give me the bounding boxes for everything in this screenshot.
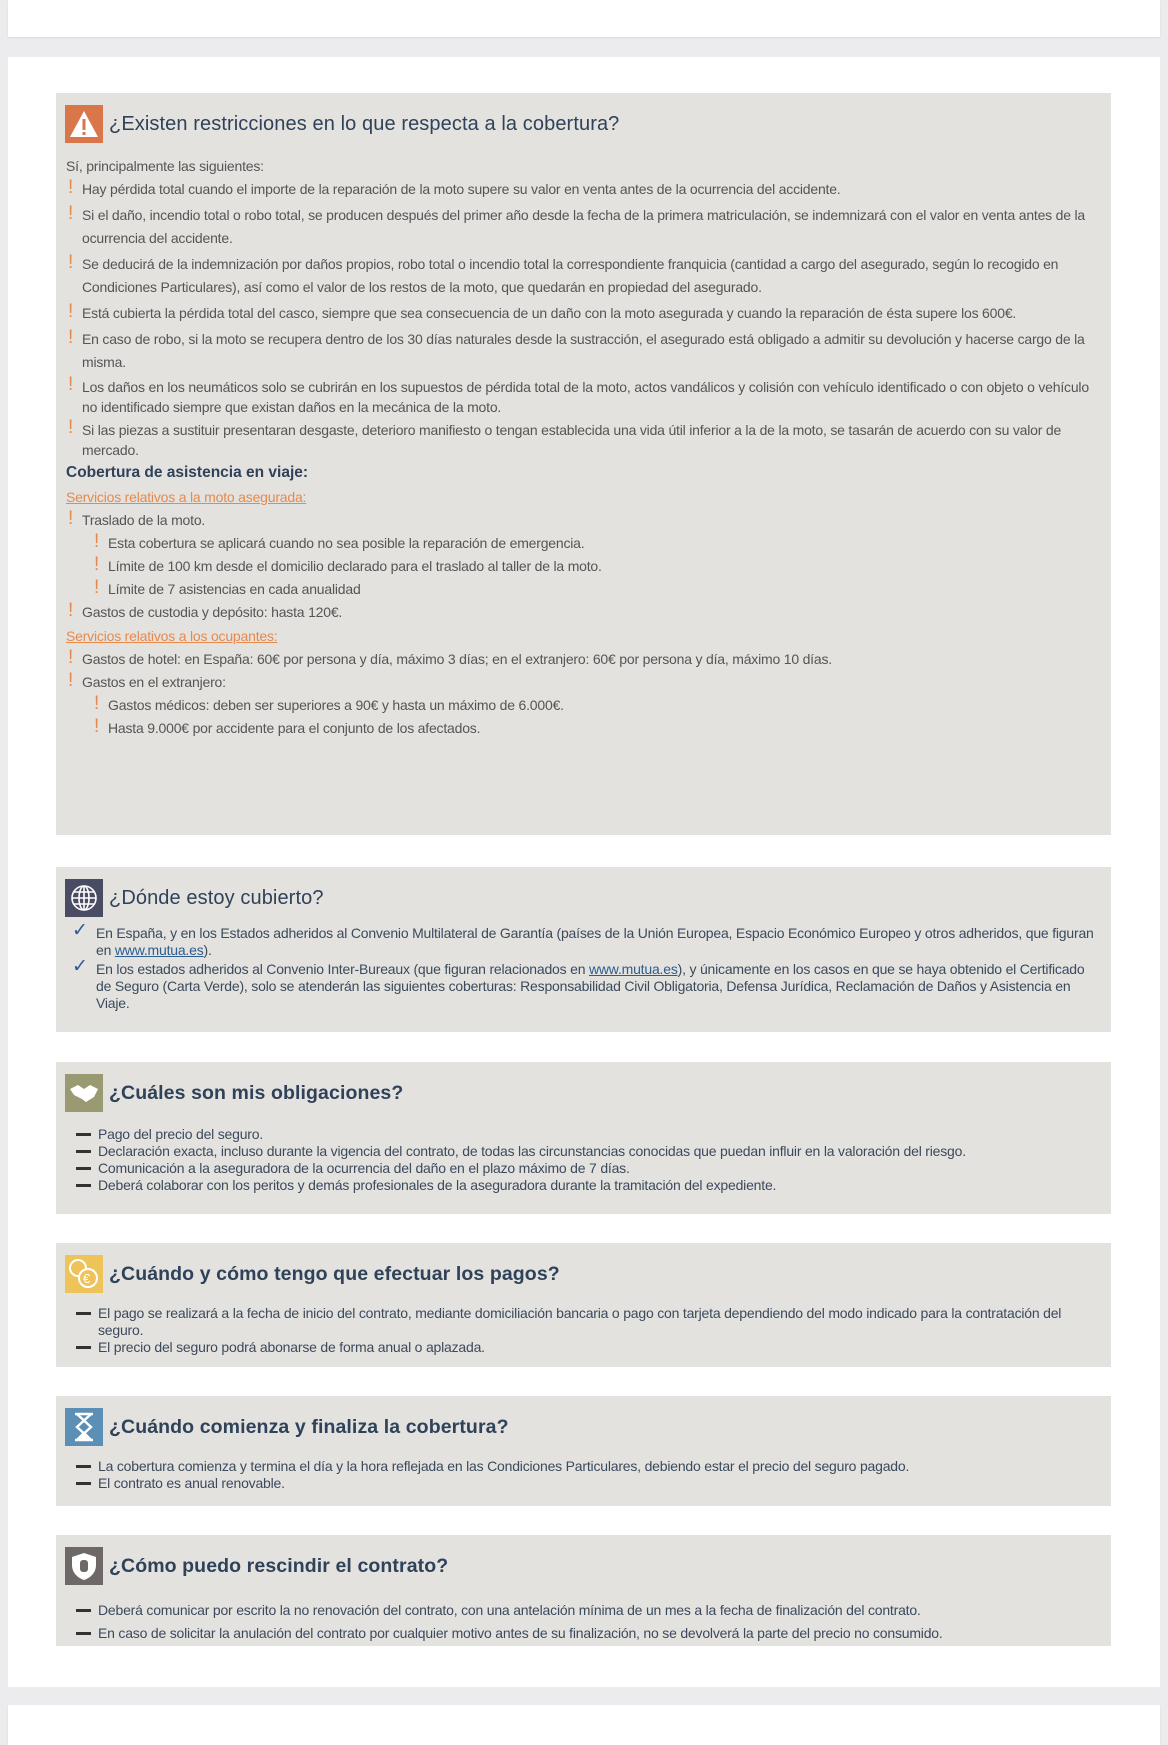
dash-icon xyxy=(76,1312,91,1315)
list-item: ! Si las piezas a sustituir presentaran desgaste, deterioro manifiesto o tengan establecida una vida útil inferior a la de la moto, se tasarán de acuerdo con su valor de mercado. xyxy=(68,417,1062,458)
moto-services-link[interactable]: Servicios relativos a la moto asegurada: xyxy=(66,489,307,505)
globe-icon xyxy=(65,879,103,917)
list-item: ! Gastos en el extranjero: xyxy=(68,670,226,691)
svg-text:€: € xyxy=(83,1271,91,1286)
sub-list-item: ! Límite de 100 km desde el domicilio declarado para el traslado al taller de la moto. xyxy=(94,554,602,575)
list-item: El pago se realizará a la fecha de inicio del contrato, mediante domiciliación bancaria o pago con tarjeta dependiendo del modo indicado para la contratación del seguro. xyxy=(66,1305,1097,1339)
dash-icon xyxy=(76,1482,91,1485)
list-item: ! En caso de robo, si la moto se recupera dentro de los 30 días naturales desde la sustracción, el asegurado está obligado a admitir su devolución y hacerse cargo de la misma. xyxy=(68,327,1085,370)
list-item: El contrato es anual renovable. xyxy=(66,1475,1097,1492)
list-item: ✓ En los estados adheridos al Convenio Inter-Bureaux (que figuran relacionados en www.mutua.es), y únicamente en los casos en que se haya obtenido el Certificado de Seguro (Carta Verde), solo se atenderán las siguientes coberturas: Responsabilidad Civil Obligatoria, Defensa Jurídica, Reclamación de Daños y Asistencia en Viaje. xyxy=(72,956,1085,1011)
list-item: Declaración exacta, incluso durante la vigencia del contrato, de todas las circunstancias conocidas que puedan influir en la valoración del riesgo. xyxy=(66,1143,1097,1160)
list-item: Deberá comunicar por escrito la no renovación del contrato, con una antelación mínima de un mes a la fecha de finalización del contrato. xyxy=(66,1599,1097,1622)
dash-icon xyxy=(76,1184,91,1187)
dash-icon xyxy=(76,1150,91,1153)
section-vigencia xyxy=(56,1396,1111,1506)
dash-icon xyxy=(76,1133,91,1136)
dash-icon xyxy=(76,1465,91,1468)
exclamation-icon: ! xyxy=(68,508,74,529)
section-title: ¿Cuáles son mis obligaciones? xyxy=(109,1081,404,1104)
section-pagos xyxy=(56,1243,1111,1367)
exclamation-icon: ! xyxy=(68,600,74,621)
exclamation-icon: ! xyxy=(68,670,74,691)
list-item: ✓ En España, y en los Estados adheridos al Convenio Multilateral de Garantía (países de la Unión Europea, Espacio Económico Europeo y otros adheridos, que figuran en www.mutua.es). xyxy=(72,920,1094,958)
list-item: ! Gastos de custodia y depósito: hasta 120€. xyxy=(68,600,343,621)
dash-icon xyxy=(76,1346,91,1349)
exclamation-icon: ! xyxy=(94,693,100,714)
sub-list-item: ! Gastos médicos: deben ser superiores a 90€ y hasta un máximo de 6.000€. xyxy=(94,693,564,714)
handshake-icon xyxy=(65,1074,103,1112)
sub-list-item: ! Límite de 7 asistencias en cada anualidad xyxy=(94,577,361,598)
mutua-link[interactable]: www.mutua.es xyxy=(588,961,678,977)
list-item: Comunicación a la aseguradora de la ocurrencia del daño en el plazo máximo de 7 días. xyxy=(66,1160,1097,1177)
list-item: ! Los daños en los neumáticos solo se cubrirán en los supuestos de pérdida total de la moto, actos vandálicos y colisión con vehículo identificado o con objeto o vehículo no identificado siempre que existan daños en la mecánica de la moto. xyxy=(68,374,1089,415)
list-item: Deberá colaborar con los peritos y demás profesionales de la aseguradora durante la tramitación del expediente. xyxy=(66,1177,1097,1194)
exclamation-icon: ! xyxy=(68,327,74,348)
exclamation-icon: ! xyxy=(68,647,74,668)
occupant-services-link[interactable]: Servicios relativos a los ocupantes: xyxy=(66,628,278,644)
section-title: ¿Dónde estoy cubierto? xyxy=(109,886,324,909)
dash-icon xyxy=(76,1632,91,1635)
section-title: ¿Cuándo y cómo tengo que efectuar los pagos? xyxy=(109,1262,560,1285)
dash-icon xyxy=(76,1167,91,1170)
intro: Sí, principalmente las siguientes: xyxy=(66,158,264,174)
shield-hand-icon xyxy=(65,1547,103,1585)
list-item: El precio del seguro podrá abonarse de forma anual o aplazada. xyxy=(66,1339,1097,1356)
exclamation-icon: ! xyxy=(68,374,74,395)
list-item: En caso de solicitar la anulación del contrato por cualquier motivo antes de su finalización, no se devolverá la parte del precio no consumido. xyxy=(66,1622,1097,1645)
next-page xyxy=(8,1705,1160,1745)
section-restricciones xyxy=(56,93,1111,835)
hourglass-icon xyxy=(65,1408,103,1446)
sub-list-item: ! Hasta 9.000€ por accidente para el conjunto de los afectados. xyxy=(94,716,481,737)
checkmark-icon: ✓ xyxy=(72,920,88,941)
section-title: ¿Existen restricciones en lo que respecta a la cobertura? xyxy=(109,112,620,135)
list-item: ! Hay pérdida total cuando el importe de la reparación de la moto supere su valor en venta antes de la ocurrencia del accidente. xyxy=(68,177,841,198)
exclamation-icon: ! xyxy=(68,177,74,198)
exclamation-icon: ! xyxy=(94,577,100,598)
exclamation-icon: ! xyxy=(68,203,74,224)
list-item: ! Traslado de la moto. xyxy=(68,508,206,529)
section-title: ¿Cuándo comienza y finaliza la cobertura? xyxy=(109,1415,509,1438)
exclamation-icon: ! xyxy=(68,417,74,438)
exclamation-icon: ! xyxy=(68,301,74,322)
dash-icon xyxy=(76,1609,91,1612)
section-obligaciones xyxy=(56,1062,1111,1214)
warning-icon xyxy=(65,105,103,143)
list-item: ! Si el daño, incendio total o robo total, se producen después del primer año desde la fecha de la primera matriculación, se indemnizará con el valor en venta antes de la ocurrencia del accidente. xyxy=(68,203,1086,246)
section-donde xyxy=(56,867,1111,1032)
previous-page xyxy=(8,0,1160,37)
list-item: ! Gastos de hotel: en España: 60€ por persona y día, máximo 3 días; en el extranjero: 60€ por persona y día, máximo 10 días. xyxy=(68,647,832,668)
list-item: Pago del precio del seguro. xyxy=(66,1126,1097,1143)
exclamation-icon: ! xyxy=(94,531,100,552)
list-item: La cobertura comienza y termina el día y la hora reflejada en las Condiciones Particulares, debiendo estar el precio del seguro pagado. xyxy=(66,1458,1097,1475)
sub-list-item: ! Esta cobertura se aplicará cuando no sea posible la reparación de emergencia. xyxy=(94,531,585,552)
section-rescindir xyxy=(56,1535,1111,1646)
coins-icon xyxy=(65,1255,103,1293)
exclamation-icon: ! xyxy=(94,716,100,737)
section-title: ¿Cómo puedo rescindir el contrato? xyxy=(109,1554,449,1577)
list-item: ! Se deducirá de la indemnización por daños propios, robo total o incendio total la correspondiente franquicia (cantidad a cargo del asegurado, según lo recogido en Condiciones Particulares), así como el valor de los restos de la moto, que quedarán en propiedad del asegurado. xyxy=(68,252,1059,295)
exclamation-icon: ! xyxy=(68,252,74,273)
mutua-link[interactable]: www.mutua.es xyxy=(114,942,204,958)
list-item: ! Está cubierta la pérdida total del casco, siempre que sea consecuencia de un daño con la moto asegurada y cuando la reparación de ésta supere los 600€. xyxy=(68,301,1017,322)
checkmark-icon: ✓ xyxy=(72,956,88,977)
exclamation-icon: ! xyxy=(94,554,100,575)
asistencia-heading: Cobertura de asistencia en viaje: xyxy=(66,464,309,481)
